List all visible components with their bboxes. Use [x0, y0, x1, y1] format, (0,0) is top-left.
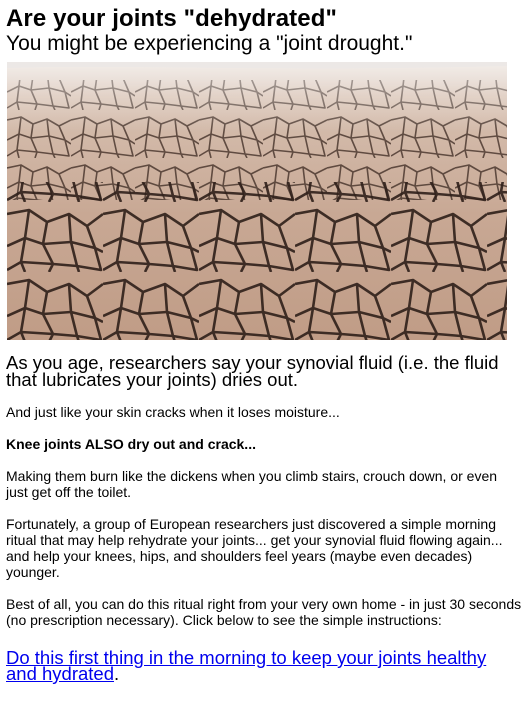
paragraph-instructions: Best of all, you can do this ritual right from your very own home - in just 30 seconds (no prescription necessary). Click below to see the simple instructions:	[6, 596, 522, 628]
cta-line	[6, 647, 522, 684]
paragraph-researchers: Fortunately, a group of European researchers just discovered a simple morning ritual that may help rehydrate your joints... get your synovial fluid flowing again... and help your knees, hips, and shoulders feel years (maybe even decades) younger.	[6, 516, 503, 580]
page-subtitle: You might be experiencing a "joint drought."	[6, 32, 413, 55]
paragraph-burn: Making them burn like the dickens when you climb stairs, crouch down, or even just get off the toilet.	[6, 468, 498, 500]
page-title: Are your joints "dehydrated"	[6, 5, 337, 32]
cta-link[interactable]: Do this first thing in the morning to keep your joints healthy and hydrated	[6, 647, 487, 684]
cta-period: .	[114, 663, 120, 684]
paragraph-knee-joints: Knee joints ALSO dry out and crack...	[6, 436, 256, 452]
cracked-dry-earth-image	[7, 62, 507, 340]
lead-paragraph: As you age, researchers say your synovial fluid (i.e. the fluid that lubricates your joints) dries out.	[6, 352, 499, 390]
paragraph-skin-cracks: And just like your skin cracks when it loses moisture...	[6, 404, 340, 420]
